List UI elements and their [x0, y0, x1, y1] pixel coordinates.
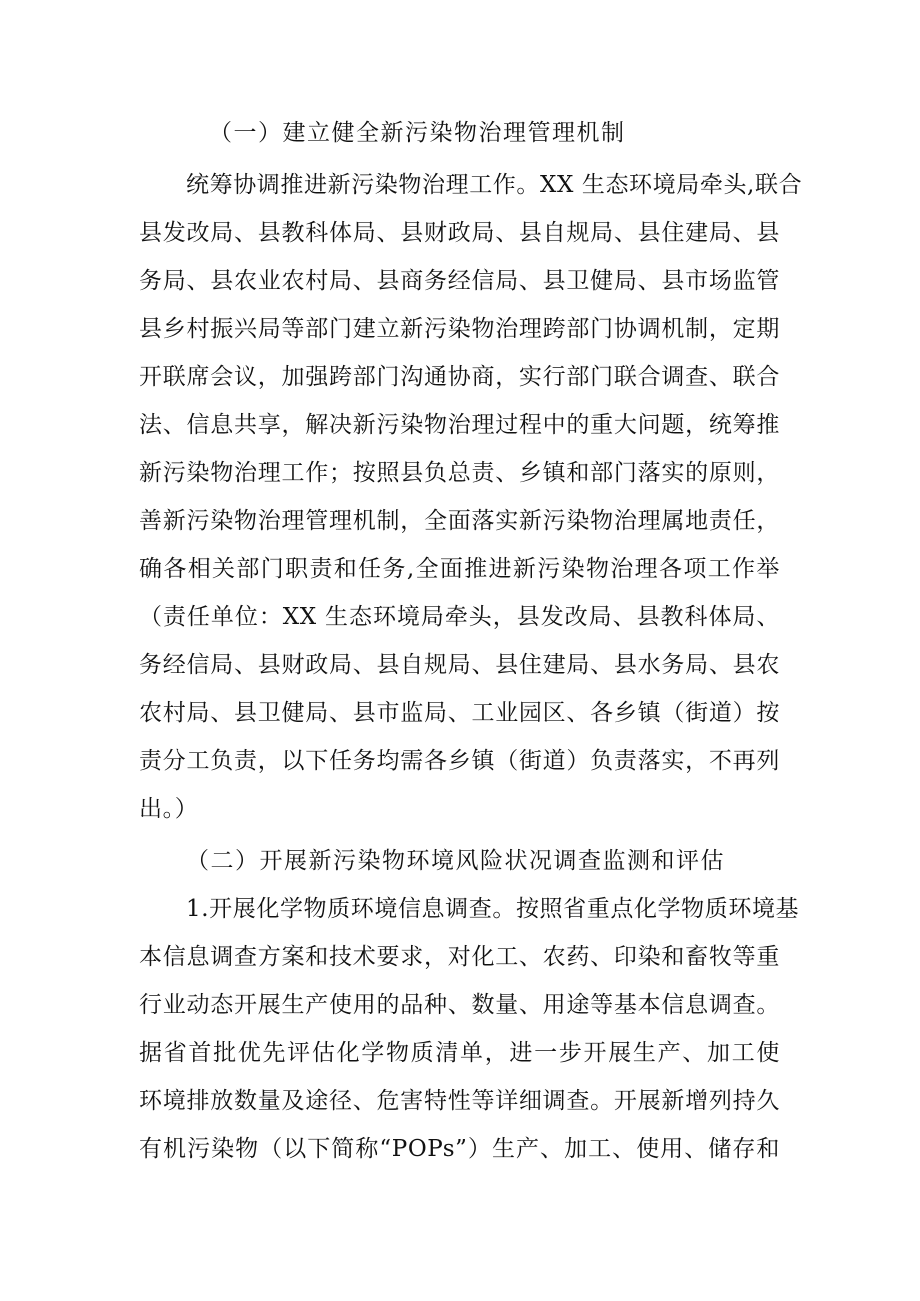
paragraph-2-line-3: 行业动态开展生产使用的品种、数量、用途等基本信息调查。 [139, 992, 780, 1018]
paragraph-2-line-2: 本信息调查方案和技术要求，对化工、农药、印染和畜牧等重 [139, 944, 780, 970]
paragraph-1-line-10: （责任单位：XX 生态环境局牵头，县发改局、县教科体局、 [139, 604, 780, 630]
paragraph-2-line-4: 据省首批优先评估化学物质清单，进一步开展生产、加工使 [139, 1040, 780, 1066]
paragraph-1-line-7: 新污染物治理工作；按照县负总责、乡镇和部门落实的原则， [139, 460, 780, 486]
paragraph-1-line-6: 法、信息共享，解决新污染物治理过程中的重大问题，统筹推 [139, 412, 780, 438]
paragraph-2-line-1: 1.开展化学物质环境信息调查。按照省重点化学物质环境基 [186, 896, 800, 922]
paragraph-1-line-11: 务经信局、县财政局、县自规局、县住建局、县水务局、县农 [139, 652, 780, 678]
section-heading-2: （二）开展新污染物环境风险状况调查监测和评估 [186, 848, 725, 874]
paragraph-1-line-8: 善新污染物治理管理机制，全面落实新污染物治理属地责任， [139, 508, 780, 534]
section-heading-1: （一）建立健全新污染物治理管理机制 [209, 120, 626, 146]
paragraph-1-line-5: 开联席会议，加强跨部门沟通协商，实行部门联合调查、联合 [139, 364, 780, 390]
paragraph-1-line-14: 出。） [139, 796, 199, 822]
paragraph-1-line-4: 县乡村振兴局等部门建立新污染物治理跨部门协调机制，定期 [139, 316, 780, 342]
paragraph-1-line-2: 县发改局、县教科体局、县财政局、县自规局、县住建局、县 [139, 220, 780, 246]
paragraph-2-line-5: 环境排放数量及途径、危害特性等详细调查。开展新增列持久 [139, 1088, 780, 1114]
paragraph-1-line-3: 务局、县农业农村局、县商务经信局、县卫健局、县市场监管 [139, 268, 780, 294]
paragraph-2-line-6: 有机污染物（以下简称“POPs”）生产、加工、使用、储存和 [139, 1136, 780, 1162]
paragraph-1-line-12: 农村局、县卫健局、县市监局、工业园区、各乡镇（街道）按 [139, 700, 780, 726]
paragraph-1-line-9: 确各相关部门职责和任务,全面推进新污染物治理各项工作举 [139, 556, 780, 582]
paragraph-1-line-1: 统筹协调推进新污染物治理工作。XX 生态环境局牵头,联合 [186, 172, 803, 198]
paragraph-1-line-13: 责分工负责，以下任务均需各乡镇（街道）负责落实，不再列 [139, 748, 780, 774]
